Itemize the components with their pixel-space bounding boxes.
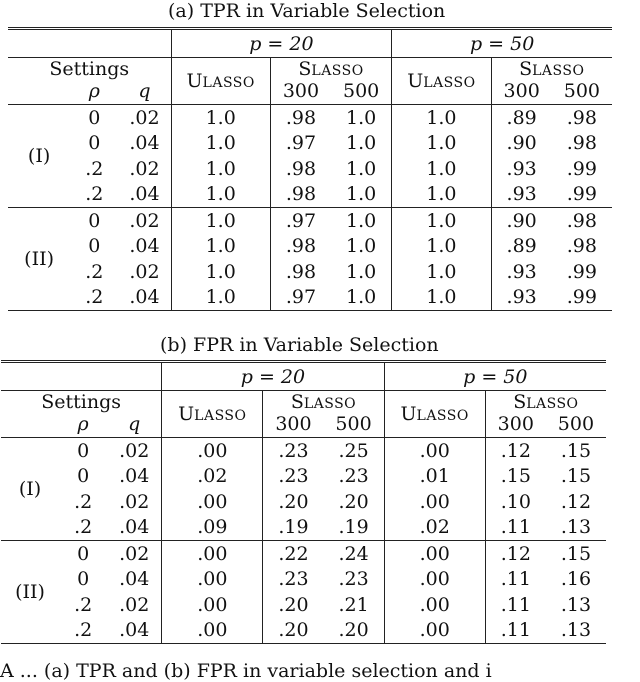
p20-header: p = 20 bbox=[171, 29, 392, 58]
slasso-header-p20: SLASSO bbox=[270, 58, 391, 81]
rho-header: ρ bbox=[70, 80, 118, 105]
p20-s300-cell: .98 bbox=[285, 157, 317, 180]
p20-header: p = 20 bbox=[162, 362, 384, 391]
n500-header-p20: 500 bbox=[331, 80, 392, 105]
p50-s500-cell: .99 bbox=[566, 157, 597, 180]
p20-ulasso-cell: 1.0 bbox=[171, 105, 270, 131]
q-cell: .04 bbox=[107, 618, 162, 644]
ulasso-header-p50: ULASSO bbox=[392, 58, 491, 105]
p20-s500-cell: 1.0 bbox=[331, 156, 392, 182]
p50-s500-cell: .13 bbox=[560, 593, 592, 616]
rho-cell: 0 bbox=[88, 209, 101, 232]
group-label: (I) bbox=[8, 105, 70, 208]
p50-s300-cell: .10 bbox=[500, 490, 531, 513]
p50-s300-cell: .12 bbox=[500, 439, 531, 462]
p50-s500-cell: .15 bbox=[560, 542, 592, 565]
slasso-header-p50: SLASSO bbox=[513, 391, 579, 413]
p50-ulasso-cell: .00 bbox=[384, 438, 485, 464]
table-row bbox=[8, 182, 612, 208]
table-row bbox=[8, 156, 612, 182]
p20-ulasso-cell: 1.0 bbox=[171, 208, 270, 234]
p50-ulasso-cell: 1.0 bbox=[392, 259, 491, 285]
settings-header-blank bbox=[8, 29, 171, 58]
slasso-header-p50: SLASSO bbox=[519, 58, 585, 80]
n500-header-p20: 500 bbox=[324, 413, 385, 438]
p50-s300-cell: .93 bbox=[491, 285, 552, 311]
p20-s300-cell: .23 bbox=[278, 465, 309, 488]
p20-s500-cell: 1.0 bbox=[331, 131, 392, 157]
p50-s300-cell: .11 bbox=[485, 515, 546, 541]
table-row bbox=[8, 208, 612, 234]
group-label: (I) bbox=[1, 438, 59, 541]
p20-s300-cell: .98 bbox=[285, 235, 317, 258]
p50-s300-cell: .15 bbox=[500, 465, 531, 488]
table-row bbox=[1, 567, 606, 593]
p20-s300-cell: .20 bbox=[278, 593, 309, 616]
q-header: q bbox=[107, 413, 162, 438]
table-row bbox=[1, 515, 606, 541]
p50-s500-cell: .98 bbox=[566, 132, 597, 155]
q-cell: .02 bbox=[118, 156, 171, 182]
rho-cell: .2 bbox=[74, 490, 93, 513]
p50-ulasso-cell: 1.0 bbox=[392, 105, 491, 131]
p50-s300-cell: .93 bbox=[506, 260, 537, 283]
rho-cell: .2 bbox=[70, 182, 118, 208]
p20-s300-cell: .97 bbox=[270, 285, 331, 311]
n300-header-p20: 300 bbox=[270, 80, 331, 105]
p50-ulasso-cell: .00 bbox=[384, 618, 485, 644]
rho-cell: .2 bbox=[85, 157, 104, 180]
table-a bbox=[8, 27, 612, 311]
table-row bbox=[8, 285, 612, 311]
p20-s300-cell: .22 bbox=[278, 542, 309, 565]
table-row bbox=[8, 259, 612, 285]
group-col-header bbox=[8, 80, 70, 105]
p20-s500-cell: .21 bbox=[324, 592, 385, 618]
rho-cell: 0 bbox=[88, 132, 101, 155]
p20-s300-cell: .98 bbox=[285, 260, 317, 283]
settings-label: Settings bbox=[8, 58, 171, 81]
p50-s300-cell: .93 bbox=[491, 182, 552, 208]
p20-ulasso-cell: 1.0 bbox=[171, 156, 270, 182]
p20-ulasso-cell: .00 bbox=[162, 438, 263, 464]
q-cell: .04 bbox=[118, 182, 171, 208]
p50-ulasso-cell: 1.0 bbox=[392, 285, 491, 311]
p50-s300-cell: .89 bbox=[506, 106, 537, 129]
p20-ulasso-cell: 1.0 bbox=[171, 234, 270, 260]
rho-cell: 0 bbox=[77, 568, 90, 591]
p50-s300-cell: .93 bbox=[506, 157, 537, 180]
q-cell: .04 bbox=[118, 234, 171, 260]
p50-s300-cell: .90 bbox=[506, 132, 537, 155]
p50-s500-cell: .99 bbox=[552, 285, 612, 311]
p50-s500-cell: .98 bbox=[566, 106, 597, 129]
n300-header-p50: 300 bbox=[485, 413, 546, 438]
p20-s300-cell: .23 bbox=[278, 568, 309, 591]
p20-s500-cell: .23 bbox=[324, 464, 385, 490]
p20-ulasso-cell: .09 bbox=[162, 515, 263, 541]
p50-ulasso-cell: 1.0 bbox=[392, 182, 491, 208]
rho-cell: .2 bbox=[74, 593, 93, 616]
q-cell: .02 bbox=[107, 489, 162, 515]
p50-ulasso-cell: 1.0 bbox=[392, 131, 491, 157]
q-cell: .02 bbox=[118, 208, 171, 234]
table-row bbox=[1, 489, 606, 515]
p20-s300-cell: .19 bbox=[263, 515, 324, 541]
ulasso-header-p50: ULASSO bbox=[384, 391, 485, 438]
p50-s500-cell: .99 bbox=[552, 182, 612, 208]
p20-ulasso-cell: 1.0 bbox=[171, 285, 270, 311]
p20-ulasso-cell: .00 bbox=[162, 541, 263, 567]
p50-s500-cell: .13 bbox=[546, 515, 606, 541]
ulasso-header-p20: ULASSO bbox=[171, 58, 270, 105]
table-b-caption: (b) FPR in Variable Selection bbox=[160, 334, 439, 356]
rho-cell: .2 bbox=[59, 515, 107, 541]
p20-s500-cell: .20 bbox=[324, 618, 385, 644]
p50-s500-cell: .15 bbox=[560, 439, 592, 462]
p20-ulasso-cell: 1.0 bbox=[171, 131, 270, 157]
p50-header: p = 50 bbox=[392, 29, 612, 58]
p50-ulasso-cell: 1.0 bbox=[392, 234, 491, 260]
n500-header-p50: 500 bbox=[552, 80, 612, 105]
group-label: (II) bbox=[1, 541, 59, 644]
p50-s500-cell: .16 bbox=[560, 568, 592, 591]
p50-s500-cell: .13 bbox=[546, 618, 606, 644]
p50-s500-cell: .98 bbox=[566, 235, 597, 258]
p20-s500-cell: .20 bbox=[324, 489, 385, 515]
table-row bbox=[1, 464, 606, 490]
p20-s300-cell: .20 bbox=[263, 618, 324, 644]
rho-cell: .2 bbox=[85, 260, 104, 283]
p20-s500-cell: 1.0 bbox=[331, 259, 392, 285]
p20-s300-cell: .20 bbox=[278, 490, 309, 513]
p20-ulasso-cell: .00 bbox=[162, 618, 263, 644]
q-cell: .02 bbox=[107, 592, 162, 618]
q-cell: .04 bbox=[118, 131, 171, 157]
p20-s300-cell: .23 bbox=[278, 439, 309, 462]
q-cell: .02 bbox=[107, 438, 162, 464]
p20-s300-cell: .98 bbox=[285, 106, 317, 129]
q-cell: .04 bbox=[107, 515, 162, 541]
group-col-header bbox=[1, 413, 59, 438]
n500-header-p50: 500 bbox=[546, 413, 606, 438]
p50-ulasso-cell: .00 bbox=[384, 567, 485, 593]
p20-s500-cell: .19 bbox=[324, 515, 385, 541]
p50-s300-cell: .11 bbox=[485, 618, 546, 644]
p50-s500-cell: .12 bbox=[560, 490, 592, 513]
slasso-header-p20: SLASSO bbox=[263, 391, 384, 414]
p50-ulasso-cell: .00 bbox=[384, 592, 485, 618]
p50-s500-cell: .15 bbox=[560, 465, 592, 488]
p50-ulasso-cell: .02 bbox=[384, 515, 485, 541]
p50-ulasso-cell: .00 bbox=[384, 541, 485, 567]
p20-ulasso-cell: .00 bbox=[162, 489, 263, 515]
p50-ulasso-cell: 1.0 bbox=[392, 208, 491, 234]
p50-s500-cell: .98 bbox=[566, 209, 597, 232]
p20-s500-cell: 1.0 bbox=[331, 234, 392, 260]
rho-cell: 0 bbox=[88, 106, 101, 129]
n300-header-p20: 300 bbox=[263, 413, 324, 438]
p50-s300-cell: .89 bbox=[506, 235, 537, 258]
p20-ulasso-cell: .00 bbox=[162, 567, 263, 593]
p20-s500-cell: 1.0 bbox=[331, 182, 392, 208]
q-cell: .04 bbox=[118, 285, 171, 311]
p20-s300-cell: .97 bbox=[285, 132, 317, 155]
p20-s300-cell: .98 bbox=[270, 182, 331, 208]
p20-ulasso-cell: .02 bbox=[162, 464, 263, 490]
table-b bbox=[1, 360, 606, 644]
table-row bbox=[1, 618, 606, 644]
q-header: q bbox=[118, 80, 171, 105]
p50-ulasso-cell: .01 bbox=[384, 464, 485, 490]
rho-header: ρ bbox=[59, 413, 107, 438]
p20-s500-cell: 1.0 bbox=[331, 285, 392, 311]
rho-cell: 0 bbox=[77, 542, 90, 565]
q-cell: .02 bbox=[118, 259, 171, 285]
p50-ulasso-cell: .00 bbox=[384, 489, 485, 515]
p20-s300-cell: .97 bbox=[285, 209, 317, 232]
table-row bbox=[1, 592, 606, 618]
p20-ulasso-cell: 1.0 bbox=[171, 259, 270, 285]
rho-cell: .2 bbox=[59, 618, 107, 644]
p50-ulasso-cell: 1.0 bbox=[392, 156, 491, 182]
p50-s300-cell: .90 bbox=[506, 209, 537, 232]
table-row bbox=[8, 234, 612, 260]
p20-s500-cell: .23 bbox=[324, 567, 385, 593]
p20-s500-cell: 1.0 bbox=[331, 208, 392, 234]
p20-ulasso-cell: .00 bbox=[162, 592, 263, 618]
rho-cell: 0 bbox=[88, 235, 101, 258]
q-cell: .02 bbox=[107, 541, 162, 567]
q-cell: .02 bbox=[118, 105, 171, 131]
group-label: (II) bbox=[8, 208, 70, 311]
ulasso-header-p20: ULASSO bbox=[162, 391, 263, 438]
table-row bbox=[1, 438, 606, 464]
table-row bbox=[1, 541, 606, 567]
p20-s500-cell: .25 bbox=[324, 438, 385, 464]
footer-caption: A ... (a) TPR and (b) FPR in variable selection and i bbox=[0, 660, 492, 682]
table-a-caption: (a) TPR in Variable Selection bbox=[168, 0, 446, 22]
p20-s500-cell: .24 bbox=[324, 541, 385, 567]
q-cell: .04 bbox=[107, 464, 162, 490]
p50-header: p = 50 bbox=[384, 362, 606, 391]
q-cell: .04 bbox=[107, 567, 162, 593]
settings-header-blank bbox=[1, 362, 162, 391]
rho-cell: 0 bbox=[77, 439, 90, 462]
p50-s300-cell: .11 bbox=[500, 568, 531, 591]
rho-cell: .2 bbox=[70, 285, 118, 311]
p50-s300-cell: .12 bbox=[500, 542, 531, 565]
n300-header-p50: 300 bbox=[491, 80, 552, 105]
p50-s300-cell: .11 bbox=[500, 593, 531, 616]
rho-cell: 0 bbox=[77, 465, 90, 488]
settings-label: Settings bbox=[1, 391, 162, 414]
p20-ulasso-cell: 1.0 bbox=[171, 182, 270, 208]
table-row bbox=[8, 131, 612, 157]
table-row bbox=[8, 105, 612, 131]
p50-s500-cell: .99 bbox=[566, 260, 597, 283]
p20-s500-cell: 1.0 bbox=[331, 105, 392, 131]
